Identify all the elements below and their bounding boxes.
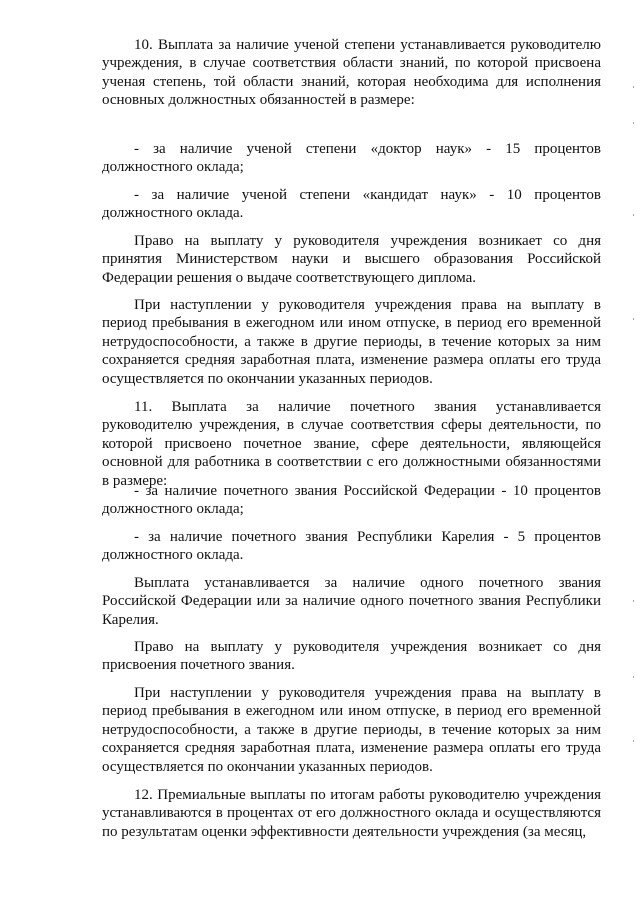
- scan-speck: [633, 600, 635, 602]
- scan-speck: [633, 214, 635, 216]
- scan-speck: [633, 740, 635, 742]
- scan-speck: [633, 676, 635, 678]
- scan-speck: [633, 86, 635, 88]
- list-item-rf-honorary-title: - за наличие почетного звания Российской Федерации - 10 процентов должностного оклада;: [102, 483, 601, 518]
- paragraph-title-payment-right: Право на выплату у руководителя учреждения возникает со дня присвоения почетного звания.: [102, 639, 601, 674]
- paragraph-item-11: 11. Выплата за наличие почетного звания устанавливается руководителю учреждения, в случае соответствия сферы деятельности, по которой присвоено почетное звание, сфере деятельности, являющейся основной для работника в соответствии с его должностными обязанностями в размере:: [102, 399, 601, 489]
- paragraph-title-vacation: При наступлении у руководителя учреждения права на выплату в период пребывания в ежегодном или ином отпуске, в период его временной нетрудоспособности, а также в другие периоды, в течение которых за ним сохраняется средняя заработная плата, изменение размера оплаты его труда осуществляется по окончании указанных периодов.: [102, 685, 601, 775]
- paragraph-item-10: 10. Выплата за наличие ученой степени устанавливается руководителю учреждения, в случае соответствия области знаний, по которой присвоена ученая степень, той области знаний, которая необходима для исполнения основных должностных обязанностей в размере:: [102, 37, 601, 109]
- list-item-doctor-degree: - за наличие ученой степени «доктор наук» - 15 процентов должностного оклада;: [102, 141, 601, 176]
- scan-speck: [633, 122, 635, 124]
- paragraph-item-12: 12. Премиальные выплаты по итогам работы руководителю учреждения устанавливаются в процентах от его должностного оклада и осуществляются по результатам оценки эффективности деятельности учреждения (за месяц,: [102, 787, 601, 840]
- paragraph-degree-payment-right: Право на выплату у руководителя учреждения возникает со дня принятия Министерством науки и высшего образования Российской Федерации решения о выдаче соответствующего диплома.: [102, 233, 601, 286]
- paragraph-single-title-rule: Выплата устанавливается за наличие одного почетного звания Российской Федерации или за наличие одного почетного звания Республики Карелия.: [102, 575, 601, 628]
- list-item-karelia-honorary-title: - за наличие почетного звания Республики Карелия - 5 процентов должностного оклада.: [102, 529, 601, 564]
- list-item-candidate-degree: - за наличие ученой степени «кандидат наук» - 10 процентов должностного оклада.: [102, 187, 601, 222]
- scan-speck: [633, 318, 635, 320]
- paragraph-degree-vacation: При наступлении у руководителя учреждения права на выплату в период пребывания в ежегодном или ином отпуске, в период его временной нетрудоспособности, а также в другие периоды, в течение которых за ним сохраняется средняя заработная плата, изменение размера оплаты его труда осуществляется по окончании указанных периодов.: [102, 297, 601, 387]
